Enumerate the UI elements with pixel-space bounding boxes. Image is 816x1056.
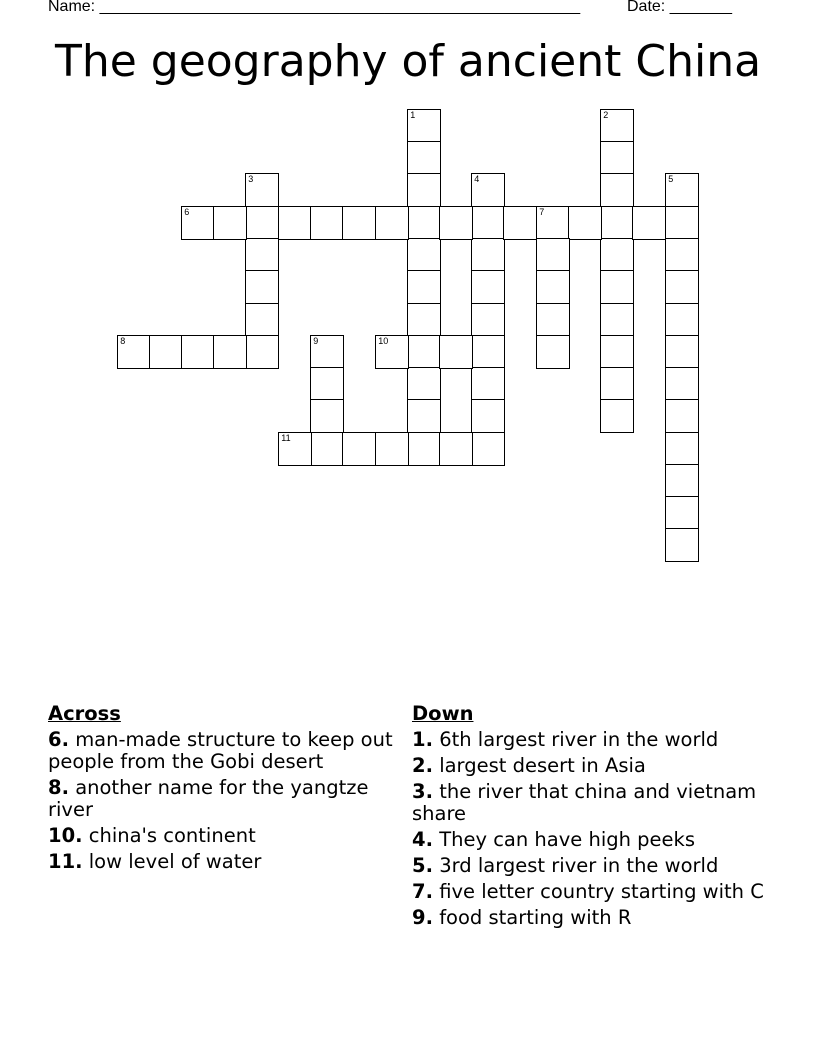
grid-cell[interactable] [632,206,666,240]
grid-cell[interactable] [407,238,441,272]
clue-text: man-made structure to keep out people from the Gobi desert [48,728,393,773]
grid-cell[interactable] [407,206,441,240]
clue-number-label: 8 [120,336,126,347]
grid-cell[interactable] [407,109,441,143]
down-clue [412,755,772,777]
clue-number: 11. [48,850,83,873]
grid-cell[interactable] [439,432,473,466]
grid-cell[interactable] [471,367,505,401]
grid-cell[interactable] [536,335,570,369]
grid-cell[interactable] [600,173,634,207]
grid-cell[interactable] [181,206,215,240]
grid-cell[interactable] [471,238,505,272]
grid-cell[interactable] [600,109,634,143]
page-title: The geography of ancient China [54,36,762,87]
across-heading: Across [48,702,121,725]
clue-text: largest desert in Asia [439,754,646,777]
grid-cell[interactable] [665,432,699,466]
grid-cell[interactable] [278,432,312,466]
grid-cell[interactable] [665,270,699,304]
clue-number: 6. [48,728,69,751]
down-clue [412,907,772,929]
grid-cell[interactable] [665,303,699,337]
grid-cell[interactable] [600,238,634,272]
grid-cell[interactable] [471,399,505,433]
clue-number: 3. [412,780,433,803]
grid-cell[interactable] [439,335,473,369]
grid-cell[interactable] [342,206,376,240]
grid-cell[interactable] [407,173,441,207]
grid-cell[interactable] [471,270,505,304]
grid-cell[interactable] [536,303,570,337]
grid-cell[interactable] [471,206,505,240]
grid-cell[interactable] [665,206,699,240]
grid-cell[interactable] [245,303,279,337]
grid-cell[interactable] [310,206,344,240]
clue-number-label: 7 [539,207,545,218]
grid-cell[interactable] [665,173,699,207]
grid-cell[interactable] [375,432,409,466]
clue-number-label: 9 [313,336,319,347]
name-field[interactable]: Name: ______________________________________________________ [48,0,581,15]
grid-cell[interactable] [310,335,344,369]
grid-cell[interactable] [342,432,376,466]
grid-cell[interactable] [536,270,570,304]
clue-number-label: 4 [474,174,480,185]
grid-cell[interactable] [407,141,441,175]
grid-cell[interactable] [536,206,570,240]
grid-cell[interactable] [245,270,279,304]
down-clue [412,729,772,751]
grid-cell[interactable] [600,206,634,240]
down-clue [412,829,772,851]
grid-cell[interactable] [471,432,505,466]
clue-text: china's continent [88,824,256,847]
clue-text: five letter country starting with C [439,880,764,903]
grid-cell[interactable] [665,464,699,498]
grid-cell[interactable] [471,335,505,369]
clue-number: 7. [412,880,433,903]
grid-cell[interactable] [407,432,441,466]
clue-number-label: 11 [281,433,291,444]
grid-cell[interactable] [407,367,441,401]
grid-cell[interactable] [213,206,247,240]
grid-cell[interactable] [407,335,441,369]
grid-cell[interactable] [665,399,699,433]
grid-cell[interactable] [407,270,441,304]
clue-number-label: 5 [668,174,674,185]
grid-cell[interactable] [213,335,247,369]
grid-cell[interactable] [600,367,634,401]
clue-number: 4. [412,828,433,851]
across-clue [48,851,398,873]
grid-cell[interactable] [439,206,473,240]
across-clue [48,825,398,847]
grid-cell[interactable] [665,496,699,530]
clue-number-label: 10 [378,336,389,347]
down-clues [412,703,772,933]
grid-cell[interactable] [375,335,409,369]
grid-cell[interactable] [600,270,634,304]
clue-text: They can have high peeks [439,828,696,851]
down-heading: Down [412,702,474,725]
down-clue [412,881,772,903]
grid-cell[interactable] [310,432,344,466]
grid-cell[interactable] [600,399,634,433]
grid-cell[interactable] [407,399,441,433]
clue-number: 10. [48,824,83,847]
clue-text: another name for the yangtze river [48,776,369,821]
grid-cell[interactable] [471,173,505,207]
clue-number-label: 6 [184,207,190,218]
grid-cell[interactable] [245,335,279,369]
grid-cell[interactable] [117,335,151,369]
clue-number: 2. [412,754,433,777]
grid-cell[interactable] [665,528,699,562]
grid-cell[interactable] [568,206,602,240]
across-clue [48,777,398,821]
grid-cell[interactable] [245,206,279,240]
grid-cell[interactable] [375,206,409,240]
clue-number-label: 1 [410,110,416,121]
grid-cell[interactable] [665,335,699,369]
clue-number: 1. [412,728,433,751]
across-clues [48,703,398,877]
clue-number: 8. [48,776,69,799]
down-clue [412,781,772,825]
across-clue [48,729,398,773]
grid-cell[interactable] [536,238,570,272]
grid-cell[interactable] [600,141,634,175]
clue-text: food starting with R [439,906,632,929]
grid-cell[interactable] [471,303,505,337]
grid-cell[interactable] [310,367,344,401]
grid-cell[interactable] [407,303,441,337]
clue-text: the river that china and vietnam share [412,780,757,825]
grid-cell[interactable] [600,335,634,369]
grid-cell[interactable] [310,399,344,433]
clue-number-label: 3 [248,174,254,185]
date-field[interactable]: Date: _______ [627,0,732,15]
grid-cell[interactable] [245,173,279,207]
clue-text: 6th largest river in the world [439,728,719,751]
grid-cell[interactable] [245,238,279,272]
grid-cell[interactable] [503,206,537,240]
grid-cell[interactable] [149,335,183,369]
down-clue [412,855,772,877]
clue-number: 5. [412,854,433,877]
clue-text: low level of water [88,850,262,873]
clue-number-label: 2 [603,110,609,121]
grid-cell[interactable] [665,367,699,401]
grid-cell[interactable] [278,206,312,240]
grid-cell[interactable] [181,335,215,369]
grid-cell[interactable] [665,238,699,272]
clue-text: 3rd largest river in the world [439,854,719,877]
grid-cell[interactable] [600,303,634,337]
clue-number: 9. [412,906,433,929]
